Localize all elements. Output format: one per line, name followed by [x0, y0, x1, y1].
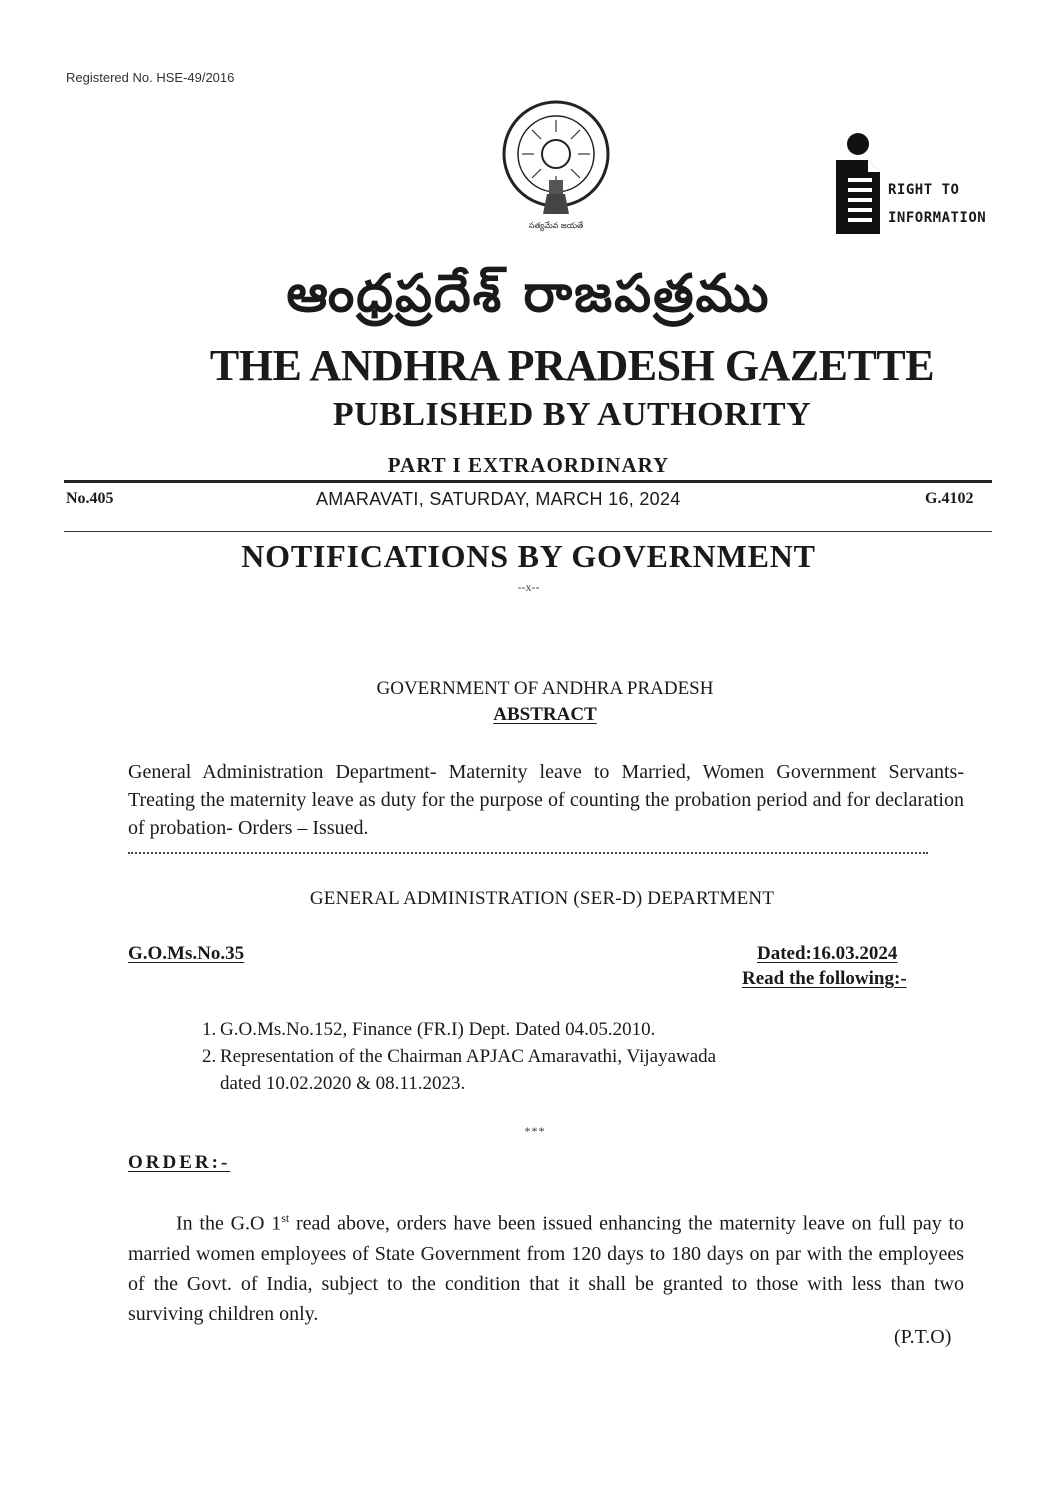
order-heading: ORDER:- [128, 1152, 231, 1173]
published-by-authority: PUBLISHED BY AUTHORITY [332, 396, 812, 433]
rti-label [888, 176, 986, 232]
go-date: Dated:16.03.2024 [757, 943, 898, 964]
dotted-divider [128, 852, 928, 854]
reference-item [202, 1016, 716, 1043]
reference-number: 2. [202, 1046, 217, 1067]
order-paragraph-ordinal: st [281, 1211, 290, 1225]
reference-text: G.O.Ms.No.152, Finance (FR.I) Dept. Dated 04.05.2010. [220, 1019, 656, 1040]
pto-marker: (P.T.O) [894, 1326, 952, 1348]
government-heading: GOVERNMENT OF ANDHRA PRADESH [376, 678, 714, 699]
abstract-subject: General Administration Department- Maternity leave to Married, Women Government Servants- Treating the maternity leave as duty for the purpose of counting the probation period and for declaration of probation- Orders – Issued. [128, 761, 964, 839]
issue-place-date: AMARAVATI, SATURDAY, MARCH 16, 2024 [316, 489, 681, 509]
section-title: NOTIFICATIONS BY GOVERNMENT [241, 538, 816, 574]
stars-separator: *** [524, 1124, 546, 1138]
reference-text-continued: dated 10.02.2020 & 08.11.2023. [220, 1073, 466, 1094]
rti-label-line2: INFORMATION [888, 210, 987, 226]
emblem-motto: సత్యమేవ జయతే [528, 221, 584, 230]
department-heading: GENERAL ADMINISTRATION (SER-D) DEPARTMENT [309, 888, 775, 909]
section-separator: --x-- [517, 580, 540, 594]
rti-label-line1: RIGHT TO [888, 182, 960, 198]
reference-item [202, 1043, 716, 1097]
part-label: PART I EXTRAORDINARY [387, 453, 670, 477]
go-number: G.O.Ms.No.35 [128, 943, 245, 964]
abstract-heading: ABSTRACT [493, 704, 597, 725]
gazette-code: G.4102 [925, 490, 974, 507]
order-paragraph-rest: read above, orders have been issued enhancing the maternity leave on full pay to married women employees of State Government from 120 days to 180 days on par with the employees of the Govt. of India, subject to the condition that it shall be granted to those with less than two surviving children only. [128, 1212, 965, 1325]
header-rule-bottom [64, 531, 992, 532]
read-following: Read the following:- [742, 968, 907, 989]
reference-list [202, 1016, 716, 1097]
reference-number: 1. [202, 1019, 217, 1040]
issue-number: No.405 [66, 490, 114, 507]
right-to-information-icon [834, 132, 884, 236]
telugu-gazette-title: ఆంధ్రప్రదేశ్ రాజపత్రము [286, 264, 771, 324]
state-emblem-icon [501, 96, 611, 232]
registered-number: Registered No. HSE-49/2016 [66, 70, 235, 85]
order-paragraph-start: In the G.O 1 [176, 1212, 282, 1235]
gazette-title: THE ANDHRA PRADESH GAZETTE [209, 341, 935, 390]
header-rule-top [64, 480, 992, 483]
reference-text: Representation of the Chairman APJAC Amaravathi, Vijayawada [220, 1046, 717, 1067]
order-paragraph [128, 1203, 964, 1329]
